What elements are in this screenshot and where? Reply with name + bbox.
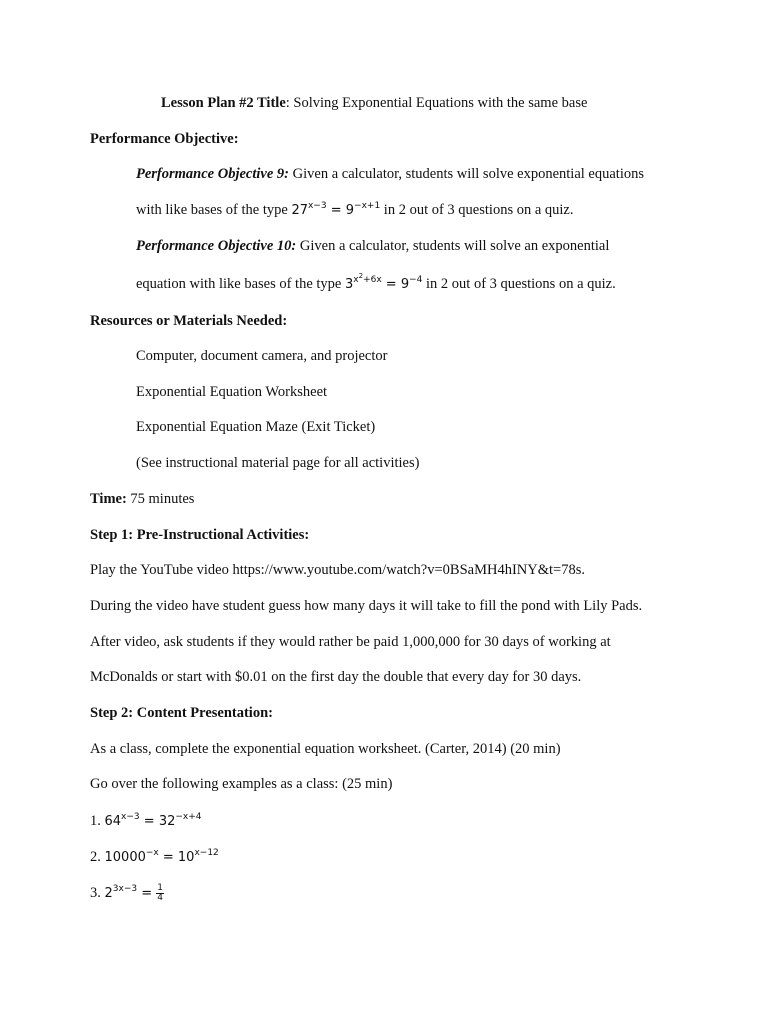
objective-9-text-b: with like bases of the type [136,202,292,218]
objective-9-line-1 [136,165,644,183]
objective-10-line-2 [136,272,616,294]
eq9-exp2: −x+1 [354,201,381,211]
eq9-eqsign: = [326,203,346,218]
step2-heading: Step 2: Content Presentation: [90,705,273,721]
ex1-exp2: −x+4 [175,812,202,822]
resources-heading: Resources or Materials Needed: [90,313,288,329]
resource-item: Exponential Equation Maze (Exit Ticket) [136,419,376,435]
ex2-base1: 10000 [104,850,146,865]
step1-line: During the video have student guess how many days it will take to fill the pond with Lily Pads. [90,598,643,614]
time-line [90,490,194,508]
example-3-equation [104,883,165,903]
eq10-exp1-var: x [353,275,359,285]
step1-heading: Step 1: Pre-Instructional Activities: [90,527,310,543]
ex3-eqsign: = [137,886,157,901]
example-2 [90,848,219,867]
lesson-title-colon: : [285,95,290,111]
lesson-title [161,94,587,112]
eq10-exp1-rest: +6x [363,275,382,285]
eq9-base1: 27 [291,203,308,218]
ex3-base1: 2 [104,886,113,901]
time-label: Time: [90,491,127,507]
ex1-exp1: x−3 [121,812,140,822]
ex2-eqsign: = [158,850,178,865]
example-1-equation [105,814,202,829]
step1-line: Play the YouTube video https://www.youtube.com/watch?v=0BSaMH4hINY&t=78s. [90,562,585,578]
example-number: 3. [90,885,105,901]
eq10-base2: 9 [400,277,410,292]
ex3-frac-denominator: 4 [157,893,164,903]
eq10-eqsign: = [381,277,401,292]
objective-10-text-b: equation with like bases of the type [136,276,345,292]
step1-line: McDonalds or start with $0.01 on the first day the double that every day for 30 days. [90,669,582,685]
example-1 [90,812,202,831]
ex2-base2: 10 [177,850,195,865]
example-number: 2. [90,849,105,865]
ex3-fraction [156,884,164,903]
lesson-title-label: Lesson Plan #2 Title [161,95,286,111]
objective-10-label: Performance Objective 10: [136,238,297,254]
ex2-exp2: x−12 [194,848,219,858]
eq10-exp1-square: 2 [358,272,364,280]
time-value: 75 minutes [126,491,195,507]
eq9-exp1: x−3 [307,201,327,211]
ex1-base1: 64 [104,814,122,829]
objective-10-text-c: in 2 out of 3 questions on a quiz. [422,276,616,292]
ex2-exp1: −x [145,848,159,858]
eq10-base1: 3 [345,277,354,292]
example-2-equation [105,850,219,865]
example-3 [90,884,164,903]
objective-9-line-2 [136,201,574,220]
objective-9-text-a: Given a calculator, students will solve exponential equations [289,166,644,182]
step1-line: After video, ask students if they would rather be paid 1,000,000 for 30 days of working at [90,634,611,650]
objective-9-equation [291,203,380,218]
ex3-exp1: 3x−3 [112,884,138,894]
resource-item: Computer, document camera, and projector [136,348,388,364]
eq10-exp2: −4 [409,275,423,285]
performance-objective-heading: Performance Objective: [90,131,239,147]
objective-10-line-1 [136,237,609,255]
step2-line: As a class, complete the exponential equation worksheet. (Carter, 2014) (20 min) [90,741,561,757]
resource-item: Exponential Equation Worksheet [136,384,328,400]
eq10-exp1 [353,272,382,285]
ex1-eqsign: = [139,814,159,829]
ex3-frac-numerator: 1 [157,883,164,893]
resource-item: (See instructional material page for all activities) [136,455,420,471]
example-number: 1. [90,813,105,829]
lesson-title-text: Solving Exponential Equations with the same base [289,95,588,111]
objective-10-text-a: Given a calculator, students will solve an exponential [296,238,610,254]
objective-9-label: Performance Objective 9: [136,166,290,182]
objective-9-text-c: in 2 out of 3 questions on a quiz. [380,202,574,218]
eq9-base2: 9 [345,203,355,218]
step2-line: Go over the following examples as a class: (25 min) [90,776,393,792]
ex1-base2: 32 [158,814,176,829]
objective-10-equation [345,272,423,292]
